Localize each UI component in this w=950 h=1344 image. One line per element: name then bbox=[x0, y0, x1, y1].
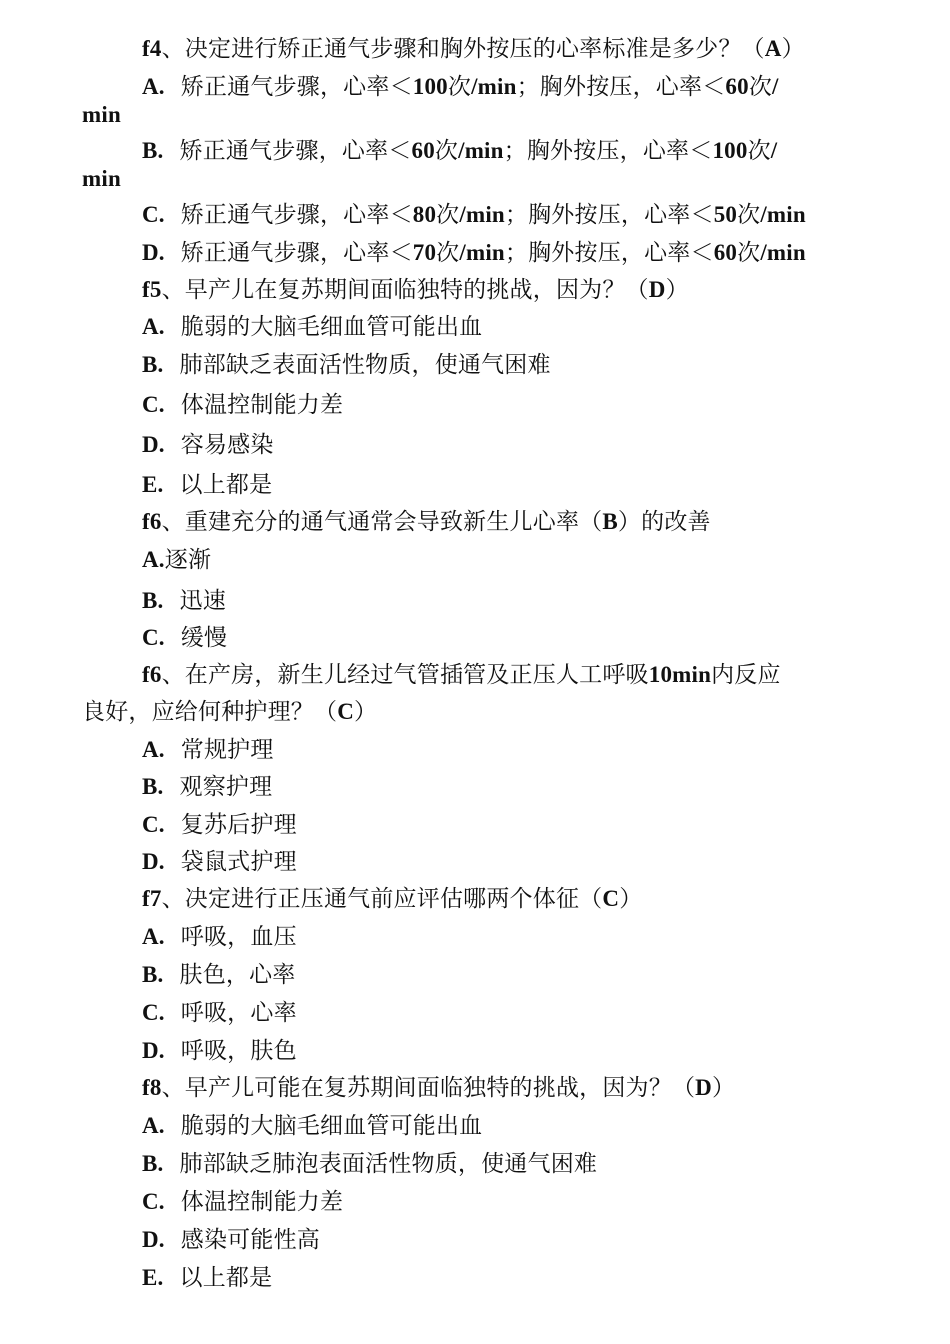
option-key: A. bbox=[142, 1113, 165, 1138]
option-unit: min bbox=[82, 166, 121, 191]
option-text: 容易感染 bbox=[180, 432, 274, 458]
question-close: ） bbox=[781, 36, 805, 62]
option-text: 脆弱的大脑毛细血管可能出血 bbox=[180, 1113, 483, 1139]
option-number: 100 bbox=[412, 74, 448, 99]
option-text: 矫正通气步骤，心率＜ bbox=[180, 74, 413, 100]
option-key: C. bbox=[142, 1000, 165, 1025]
option-key: C. bbox=[142, 625, 165, 650]
option-key: C. bbox=[142, 812, 165, 837]
option-c bbox=[0, 1188, 950, 1216]
option-text: 脆弱的大脑毛细血管可能出血 bbox=[180, 314, 483, 340]
option-b bbox=[0, 351, 950, 379]
option-c bbox=[0, 811, 950, 839]
option-key: D. bbox=[142, 432, 165, 457]
option-key: C. bbox=[142, 1189, 165, 1214]
option-b bbox=[0, 1150, 950, 1178]
option-text: 缓慢 bbox=[180, 625, 228, 651]
option-text: 体温控制能力差 bbox=[180, 1189, 344, 1215]
option-unit: /min bbox=[458, 138, 504, 163]
option-key: C. bbox=[142, 392, 165, 417]
answer-key: D bbox=[648, 277, 666, 302]
option-text: ；胸外按压，心率＜ bbox=[516, 74, 726, 100]
option-c bbox=[0, 201, 950, 229]
option-d bbox=[0, 239, 950, 267]
option-text: 次 bbox=[748, 74, 773, 100]
question-close: ） bbox=[665, 277, 689, 303]
question-number: f6 bbox=[142, 509, 162, 534]
question-text: 、重建充分的通气通常会导致新生儿心率（ bbox=[161, 509, 603, 535]
option-key: E. bbox=[142, 472, 164, 497]
question-number: f4 bbox=[142, 36, 162, 61]
option-key: A. bbox=[142, 737, 165, 762]
option-d bbox=[0, 1226, 950, 1254]
option-unit: /min bbox=[760, 240, 806, 265]
option-unit: /min bbox=[760, 202, 806, 227]
option-unit: / bbox=[770, 138, 778, 163]
option-key: A. bbox=[142, 547, 165, 572]
question-text: 、决定进行正压通气前应评估哪两个体征（ bbox=[161, 886, 603, 912]
option-e bbox=[0, 471, 950, 499]
option-key: B. bbox=[142, 352, 164, 377]
option-text: 呼吸，血压 bbox=[180, 924, 297, 950]
option-key: D. bbox=[142, 240, 165, 265]
option-key: E. bbox=[142, 1265, 164, 1290]
option-number: 80 bbox=[412, 202, 437, 227]
answer-key: A bbox=[764, 36, 782, 61]
question-bold: 10min bbox=[648, 662, 712, 687]
answer-key: B bbox=[602, 509, 618, 534]
option-b bbox=[0, 961, 950, 989]
question-close: ） bbox=[619, 886, 643, 912]
option-key: C. bbox=[142, 202, 165, 227]
option-text: 矫正通气步骤，心率＜ bbox=[180, 240, 413, 266]
option-number: 60 bbox=[713, 240, 738, 265]
option-text: 迅速 bbox=[179, 588, 226, 614]
option-text: 肤色，心率 bbox=[179, 962, 296, 988]
answer-key: C bbox=[602, 886, 620, 911]
question-number: f7 bbox=[142, 886, 162, 911]
option-key: B. bbox=[142, 1151, 164, 1176]
option-text: 矫正通气步骤，心率＜ bbox=[180, 202, 413, 228]
question-number: f8 bbox=[142, 1075, 162, 1100]
option-text: 肺部缺乏肺泡表面活性物质，使通气困难 bbox=[179, 1151, 598, 1177]
option-e bbox=[0, 1264, 950, 1292]
option-text: ；胸外按压，心率＜ bbox=[503, 138, 713, 164]
option-key: D. bbox=[142, 849, 165, 874]
option-text: 呼吸，心率 bbox=[180, 1000, 297, 1026]
option-unit: /min bbox=[471, 74, 517, 99]
option-text: 次 bbox=[447, 74, 472, 100]
option-b bbox=[0, 587, 950, 615]
question-close: ） bbox=[711, 1075, 736, 1101]
question-close: ）的改善 bbox=[617, 509, 711, 535]
option-a bbox=[0, 923, 950, 951]
option-b-wrap bbox=[0, 165, 950, 193]
option-c bbox=[0, 391, 950, 419]
option-key: B. bbox=[142, 588, 164, 613]
option-d bbox=[0, 1037, 950, 1065]
option-unit: /min bbox=[459, 240, 505, 265]
option-text: 次 bbox=[737, 202, 761, 228]
option-key: D. bbox=[142, 1227, 165, 1252]
option-b bbox=[0, 773, 950, 801]
option-key: A. bbox=[142, 924, 165, 949]
option-text: 次 bbox=[436, 240, 460, 266]
option-key: B. bbox=[142, 774, 164, 799]
option-text: 次 bbox=[436, 202, 460, 228]
option-number: 100 bbox=[712, 138, 748, 163]
option-text: 次 bbox=[737, 240, 761, 266]
option-unit: / bbox=[772, 74, 779, 99]
option-key: B. bbox=[142, 962, 164, 987]
option-text: 次 bbox=[747, 138, 771, 164]
question-text: 、早产儿可能在复苏期间面临独特的挑战，因为？（ bbox=[161, 1075, 696, 1101]
option-text: 体温控制能力差 bbox=[180, 392, 344, 418]
option-text: 次 bbox=[434, 138, 459, 164]
option-a bbox=[0, 736, 950, 764]
question-close: ） bbox=[354, 699, 378, 725]
option-c bbox=[0, 624, 950, 652]
question-number: f6 bbox=[142, 662, 162, 687]
option-d bbox=[0, 848, 950, 876]
question-f6-delivery-room bbox=[0, 661, 950, 689]
option-text: 以上都是 bbox=[179, 472, 273, 498]
option-text: 矫正通气步骤，心率＜ bbox=[179, 138, 412, 164]
option-text: 逐渐 bbox=[164, 547, 212, 573]
option-text: 感染可能性高 bbox=[180, 1227, 320, 1253]
question-f4 bbox=[0, 35, 950, 63]
question-text: 内反应 bbox=[711, 662, 781, 688]
option-text: 复苏后护理 bbox=[180, 812, 297, 838]
option-text: ；胸外按压，心率＜ bbox=[504, 240, 714, 266]
option-text: 以上都是 bbox=[179, 1265, 273, 1291]
question-f7 bbox=[0, 885, 950, 913]
option-text: 肺部缺乏表面活性物质，使通气困难 bbox=[179, 352, 551, 378]
option-number: 70 bbox=[412, 240, 437, 265]
option-text: 呼吸，肤色 bbox=[180, 1038, 297, 1064]
option-key: A. bbox=[142, 74, 165, 99]
option-a bbox=[0, 546, 950, 574]
option-a bbox=[0, 73, 950, 101]
question-f6-heart-rate bbox=[0, 508, 950, 536]
option-unit: min bbox=[82, 102, 121, 127]
option-unit: /min bbox=[459, 202, 505, 227]
option-key: A. bbox=[142, 314, 165, 339]
option-key: D. bbox=[142, 1038, 165, 1063]
question-text: 良好，应给何种护理？（ bbox=[82, 699, 338, 725]
question-f6-wrap bbox=[0, 698, 950, 726]
option-a bbox=[0, 1112, 950, 1140]
question-text: 、决定进行矫正通气步骤和胸外按压的心率标准是多少？（ bbox=[161, 36, 765, 62]
answer-key: D bbox=[695, 1075, 712, 1100]
option-number: 60 bbox=[411, 138, 435, 163]
option-c bbox=[0, 999, 950, 1027]
question-f5 bbox=[0, 276, 950, 304]
option-a bbox=[0, 313, 950, 341]
option-text: 袋鼠式护理 bbox=[180, 849, 297, 875]
option-text: 常规护理 bbox=[180, 737, 274, 763]
question-text: 、早产儿在复苏期间面临独特的挑战，因为？（ bbox=[161, 277, 649, 303]
question-number: f5 bbox=[142, 277, 162, 302]
option-text: ；胸外按压，心率＜ bbox=[504, 202, 714, 228]
option-number: 50 bbox=[713, 202, 738, 227]
option-key: B. bbox=[142, 138, 164, 163]
question-text: 、在产房，新生儿经过气管插管及正压人工呼吸 bbox=[161, 662, 649, 688]
answer-key: C bbox=[337, 699, 355, 724]
option-d bbox=[0, 431, 950, 459]
option-text: 观察护理 bbox=[179, 774, 273, 800]
option-a-wrap bbox=[0, 101, 950, 129]
question-f8 bbox=[0, 1074, 950, 1102]
option-b bbox=[0, 137, 950, 165]
option-number: 60 bbox=[725, 74, 749, 99]
